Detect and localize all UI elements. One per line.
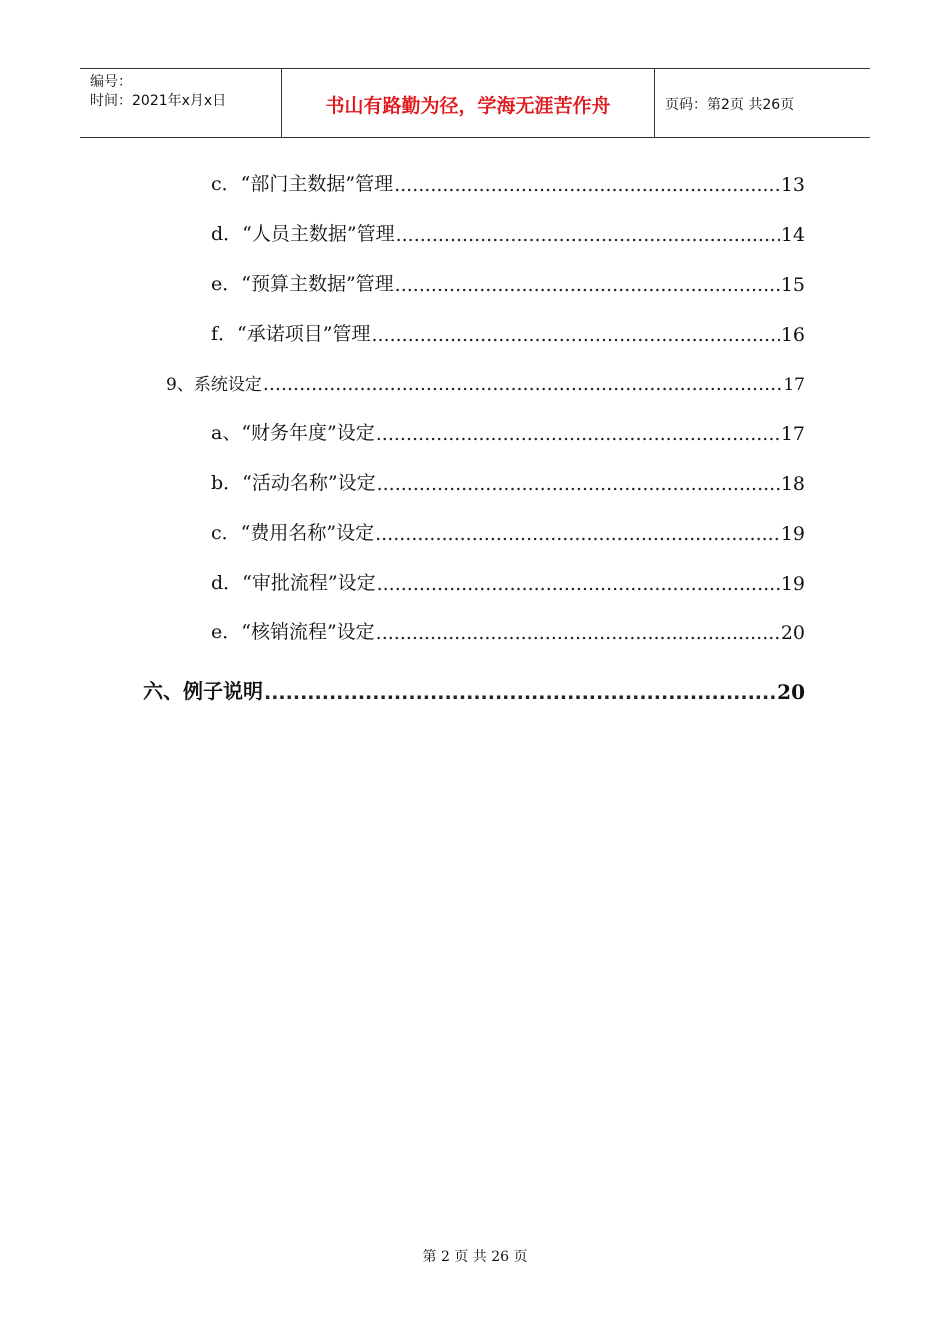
toc-entry-page: 20 (777, 680, 805, 704)
toc-entry-label: 六、例子说明 (143, 679, 263, 703)
toc-leader-dots (396, 224, 780, 246)
header-page-info: 页码：第2页 共26页 (665, 97, 795, 113)
toc-entry-label: e．“预算主数据”管理 (211, 273, 394, 295)
header-motto: 书山有路勤为径，学海无涯苦作舟 (325, 95, 611, 117)
toc-leader-dots (395, 274, 780, 296)
toc-entry-label: a、“财务年度”设定 (211, 422, 375, 444)
toc-entry-label: 9、系统设定 (166, 375, 262, 395)
toc-entry-page: 14 (780, 224, 805, 246)
toc-entry-label: c．“费用名称”设定 (211, 522, 375, 544)
toc-entry-label: f．“承诺项目”管理 (211, 323, 371, 345)
toc-entry[interactable] (211, 218, 805, 246)
toc-entry-page: 15 (780, 274, 805, 296)
document-number: 编号： (90, 74, 132, 90)
toc-entry-page: 16 (780, 324, 805, 346)
toc-entry-label: d．“审批流程”设定 (211, 572, 376, 594)
toc-leader-dots (377, 573, 780, 595)
toc-entry[interactable] (211, 616, 805, 644)
toc-entry-page: 19 (780, 523, 805, 545)
header-motto-cell (282, 69, 655, 137)
toc-entry-page: 18 (780, 473, 805, 495)
toc-leader-dots (377, 473, 780, 495)
toc-entry[interactable] (211, 517, 805, 545)
toc-leader-dots (264, 682, 776, 704)
toc-entry-page: 20 (780, 622, 805, 644)
toc-entry-label: c．“部门主数据”管理 (211, 173, 394, 195)
toc-entry-page: 17 (783, 375, 805, 395)
toc-entry[interactable] (166, 367, 805, 395)
toc-entry[interactable] (211, 467, 805, 495)
header-meta-cell (80, 69, 282, 137)
toc-entry-label: d．“人员主数据”管理 (211, 223, 395, 245)
toc-entry[interactable] (211, 567, 805, 595)
toc-entry-page: 19 (780, 573, 805, 595)
toc-entry-page: 17 (780, 423, 805, 445)
toc-entry-label: e．“核销流程”设定 (211, 621, 375, 643)
toc-entry-page: 13 (780, 174, 805, 196)
toc-leader-dots (371, 324, 779, 346)
toc-entry[interactable] (143, 676, 805, 704)
document-date: 时间：2021年x月x日 (90, 93, 227, 109)
toc-leader-dots (376, 423, 780, 445)
toc-entry[interactable] (211, 417, 805, 445)
toc-leader-dots (376, 622, 780, 644)
toc-entry[interactable] (211, 318, 805, 346)
toc-entry[interactable] (211, 168, 805, 196)
toc-entry-label: b．“活动名称”设定 (211, 472, 376, 494)
toc-entry[interactable] (211, 268, 805, 296)
page-header (80, 68, 870, 138)
toc-leader-dots (375, 523, 780, 545)
toc-leader-dots (263, 373, 783, 395)
page-footer: 第 2 页 共 26 页 (422, 1249, 528, 1265)
header-page-cell (655, 69, 870, 137)
toc-leader-dots (394, 174, 780, 196)
